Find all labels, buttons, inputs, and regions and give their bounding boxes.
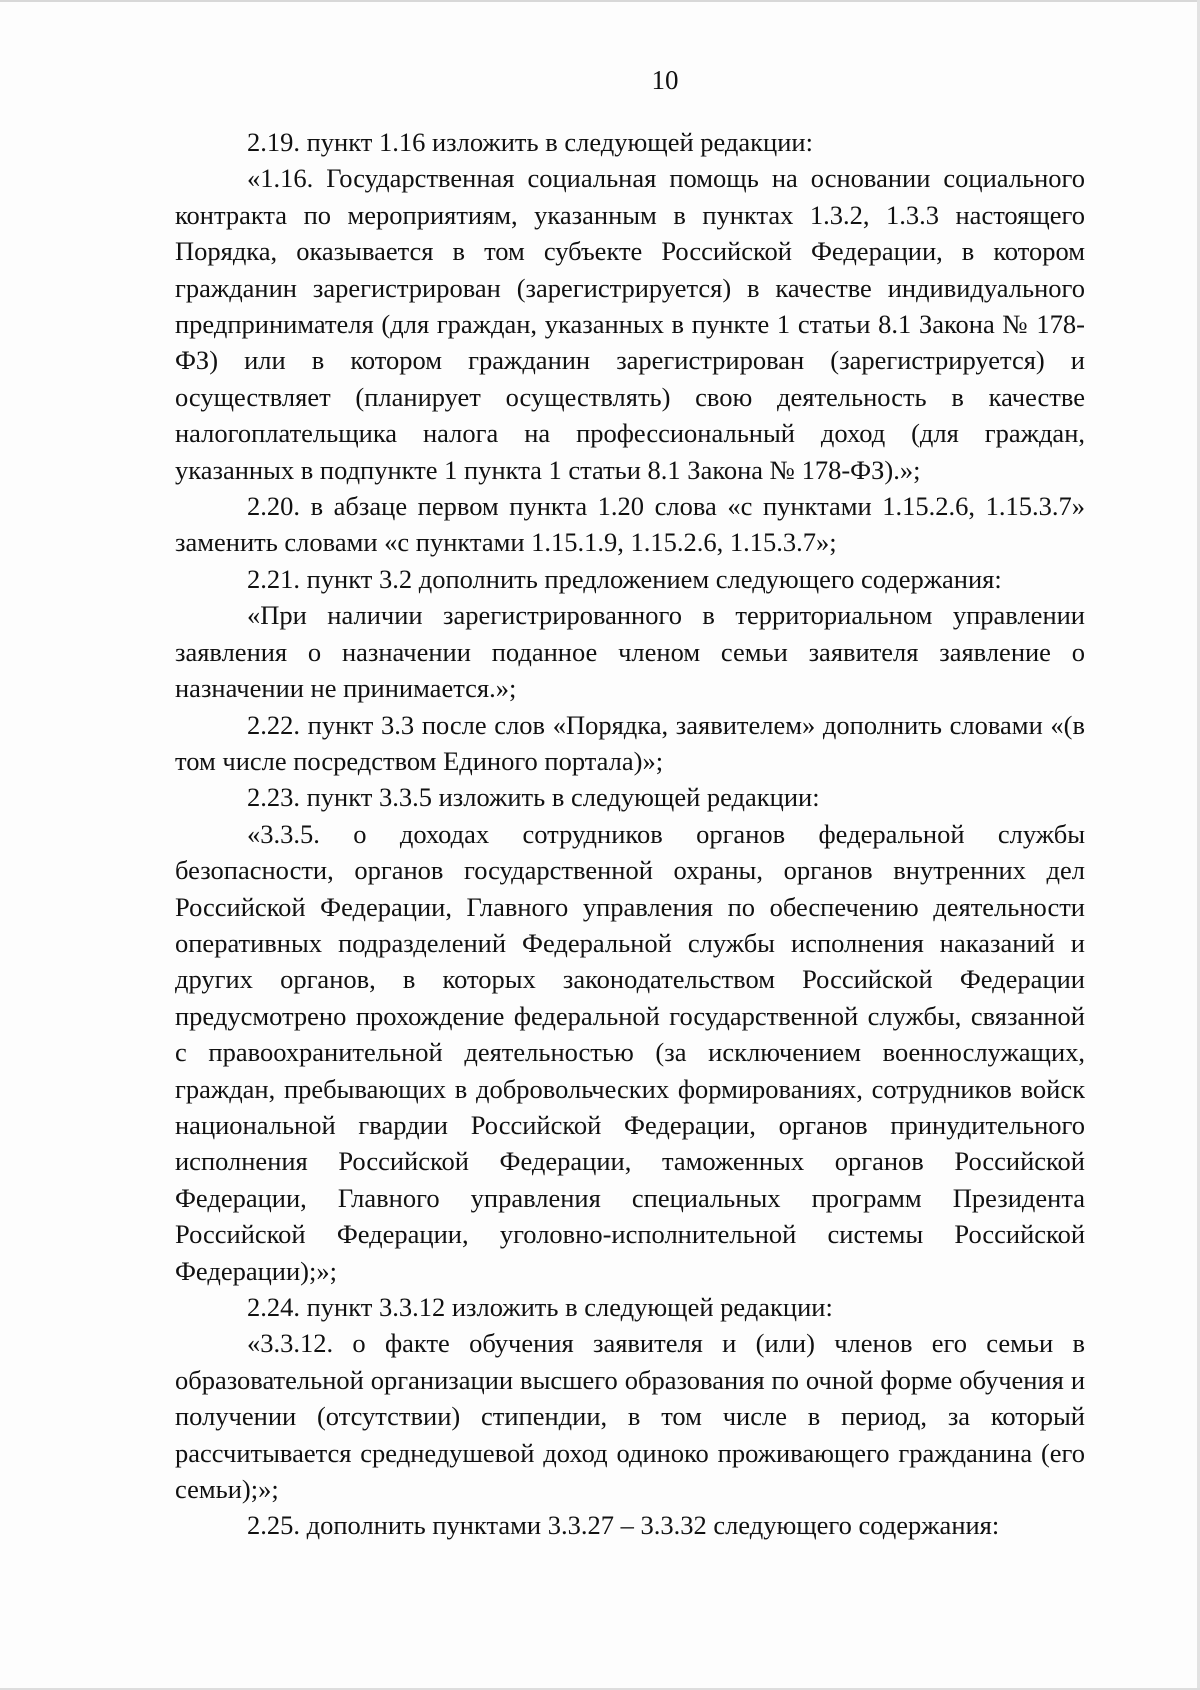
scan-edge-top	[0, 0, 1200, 2]
document-body	[175, 124, 1085, 1544]
paragraph-3-3-12-text: «3.3.12. о факте обучения заявителя и (или) членов его семьи в образовательной организации высшего образования по очной форме обучения и получении (отсутствии) стипендии, в том числе в период, за который рассчитывается среднедушевой доход одиноко проживающего гражданина (его семьи);»;	[175, 1328, 1085, 1505]
paragraph-2-24: 2.24. пункт 3.3.12 изложить в следующей редакции:	[247, 1292, 833, 1322]
paragraph-2-22: 2.22. пункт 3.3 после слов «Порядка, заявителем» дополнить словами «(в том числе посредством Единого портала)»;	[175, 709, 1085, 776]
paragraph-2-25: 2.25. дополнить пунктами 3.3.27 – 3.3.32 следующего содержания:	[247, 1510, 1000, 1541]
paragraph-2-23: 2.23. пункт 3.3.5 изложить в следующей редакции:	[247, 782, 820, 813]
paragraph-3-2-addition: «При наличии зарегистрированного в территориальном управлении заявления о назначении поданное членом семьи заявителя заявление о назначении не принимается.»;	[175, 600, 1085, 704]
page-number: 10	[651, 65, 679, 95]
paragraph-2-19: 2.19. пункт 1.16 изложить в следующей редакции:	[247, 127, 813, 157]
paragraph-2-21: 2.21. пункт 3.2 дополнить предложением следующего содержания:	[247, 563, 1002, 594]
paragraph-2-20: 2.20. в абзаце первом пункта 1.20 слова «с пунктами 1.15.2.6, 1.15.3.7» заменить словами «с пунктами 1.15.1.9, 1.15.2.6, 1.15.3.7»;	[175, 491, 1085, 558]
paragraph-3-3-5-text: «3.3.5. о доходах сотрудников органов федеральной службы безопасности, органов государственной охраны, органов внутренних дел Российской Федерации, Главного управления по обеспечению деятельности оперативных подразделений Федеральной службы исполнения наказаний и других органов, в которых законодательством Российской Федерации предусмотрено прохождение федеральной государственной службы, связанной с правоохранительной деятельностью (за исключением военнослужащих, граждан, пребывающих в добровольческих формированиях, сотрудников войск национальной гвардии Российской Федерации, органов принудительного исполнения Российской Федерации, таможенных органов Российской Федерации, Главного управления специальных программ Президента Российской Федерации, уголовно-исполнительной системы Российской Федерации);»;	[175, 818, 1085, 1286]
paragraph-1-16-text: «1.16. Государственная социальная помощь на основании социального контракта по мероприятиям, указанным в пунктах 1.3.2, 1.3.3 настоящего Порядка, оказывается в том субъекте Российской Федерации, в котором гражданин зарегистрирован (зарегистрируется) в качестве индивидуального предпринимателя (для граждан, указанных в пункте 1 статьи 8.1 Закона № 178-ФЗ) или в котором гражданин зарегистрирован (зарегистрируется) и осуществляет (планирует осуществлять) свою деятельность в качестве налогоплательщика налога на профессиональный доход (для граждан, указанных в подпункте 1 пункта 1 статьи 8.1 Закона № 178-ФЗ).»;	[175, 163, 1085, 485]
